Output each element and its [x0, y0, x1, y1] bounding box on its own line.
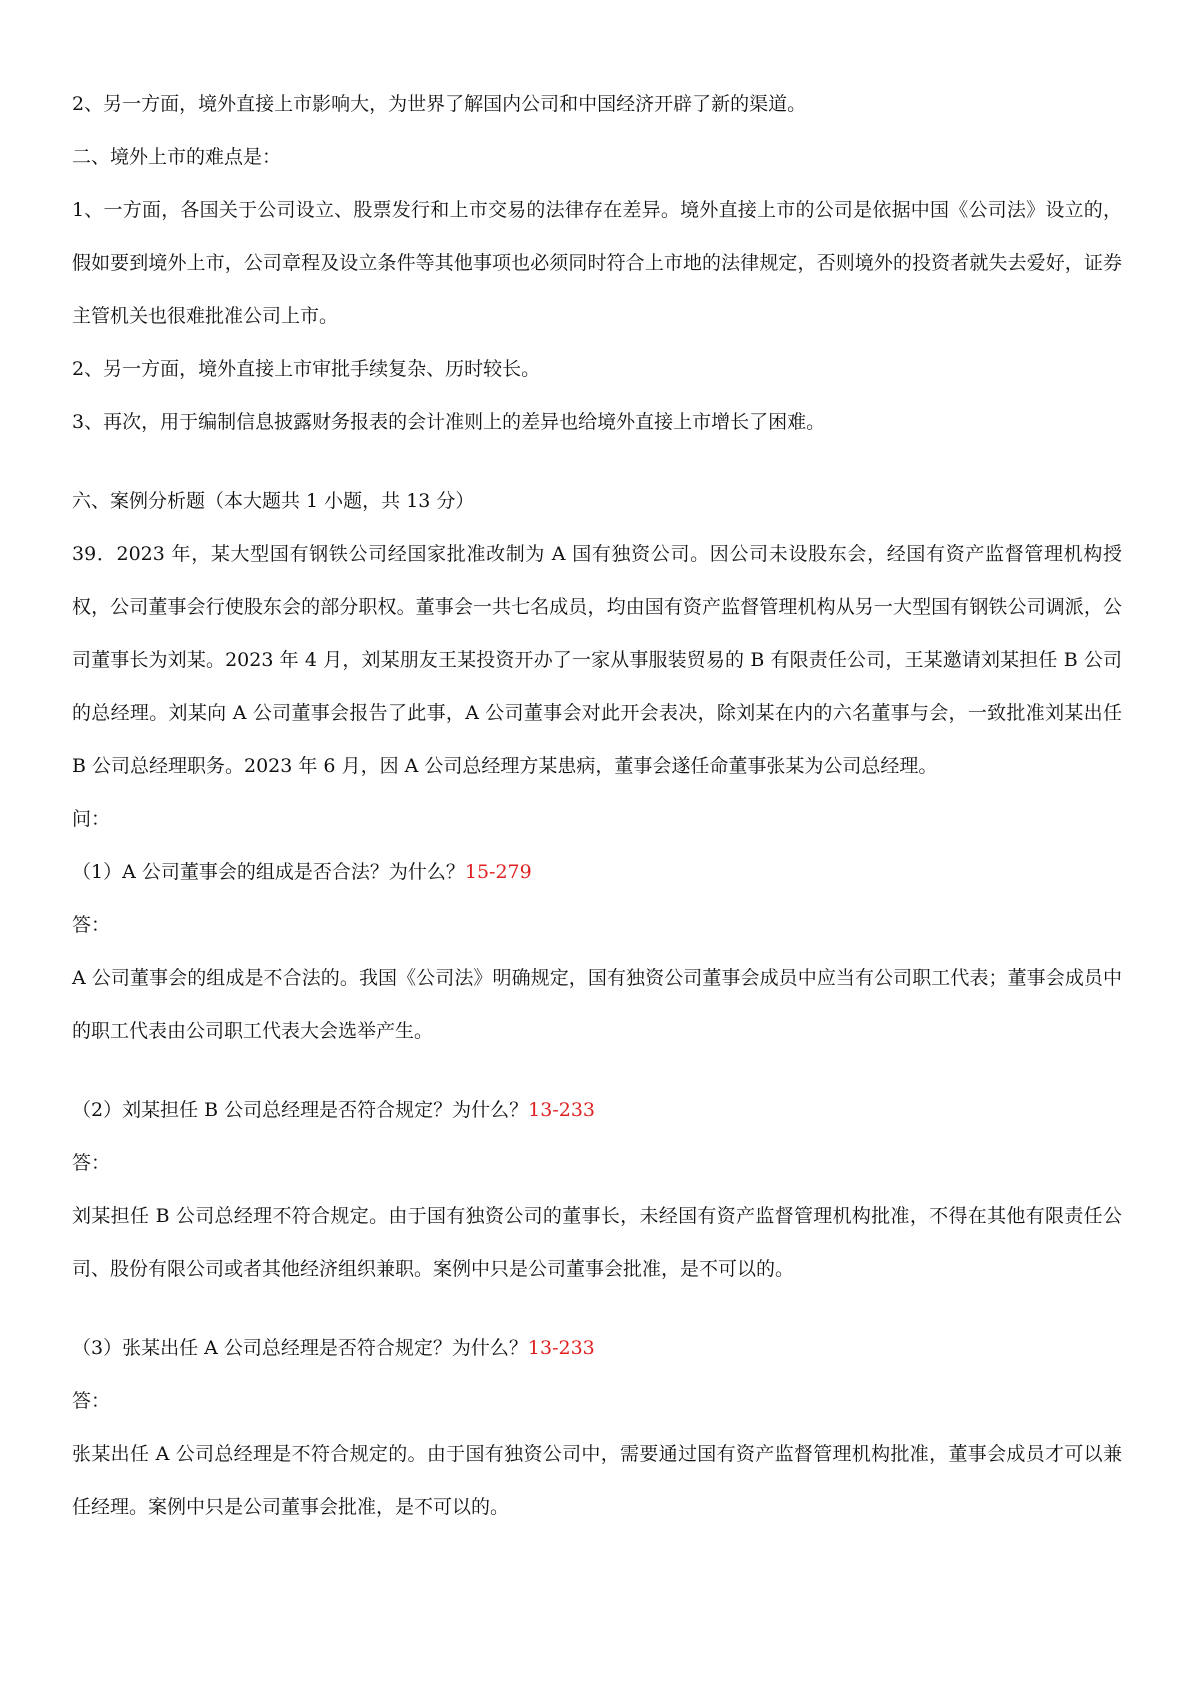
question-1-ref: 15-279: [464, 861, 532, 883]
answer-1: A 公司董事会的组成是不合法的。我国《公司法》明确规定，国有独资公司董事会成员中应当有公司职工代表；董事会成员中的职工代表由公司职工代表大会选举产生。: [72, 967, 1122, 1042]
question-3: [72, 1322, 1122, 1375]
question-3-text: （3）张某出任 A 公司总经理是否符合规定？为什么？: [72, 1337, 528, 1359]
spacer: [72, 1296, 1122, 1322]
answer-3-label: 答：: [72, 1390, 111, 1412]
paragraph-difficulty-1: 1、一方面，各国关于公司设立、股票发行和上市交易的法律存在差异。境外直接上市的公司是依据中国《公司法》设立的，假如要到境外上市，公司章程及设立条件等其他事项也必须同时符合上市地的法律规定，否则境外的投资者就失去爱好，证券主管机关也很难批准公司上市。: [72, 199, 1122, 327]
question-2-ref: 13-233: [528, 1099, 596, 1121]
question-3-ref: 13-233: [527, 1337, 595, 1359]
paragraph-difficulty-2: 2、另一方面，境外直接上市审批手续复杂、历时较长。: [72, 358, 541, 380]
section-title: 六、案例分析题（本大题共 1 小题，共 13 分）: [72, 490, 475, 512]
case-text: 39．2023 年，某大型国有钢铁公司经国家批准改制为 A 国有独资公司。因公司未设股东会，经国有资产监督管理机构授权，公司董事会行使股东会的部分职权。董事会一共七名成员，均由国有资产监督管理机构从另一大型国有钢铁公司调派，公司董事长为刘某。2023 年 4 月，刘某朋友王某投资开办了一家从事服装贸易的 B 有限责任公司，王某邀请刘某担任 B 公司的总经理。刘某向 A 公司董事会报告了此事，A 公司董事会对此开会表决，除刘某在内的六名董事与会，一致批准刘某出任 B 公司总经理职务。2023 年 6 月，因 A 公司总经理方某患病，董事会遂任命董事张某为公司总经理。: [72, 543, 1122, 777]
answer-3: 张某出任 A 公司总经理是不符合规定的。由于国有独资公司中，需要通过国有资产监督管理机构批准，董事会成员才可以兼任经理。案例中只是公司董事会批准，是不可以的。: [72, 1443, 1122, 1518]
answer-1-label: 答：: [72, 914, 111, 936]
answer-2-label: 答：: [72, 1152, 111, 1174]
question-2: [72, 1084, 1122, 1137]
question-2-text: （2）刘某担任 B 公司总经理是否符合规定？为什么？: [72, 1099, 529, 1121]
paragraph-listing-advantage-2: 2、另一方面，境外直接上市影响大，为世界了解国内公司和中国经济开辟了新的渠道。: [72, 93, 807, 115]
spacer: [72, 449, 1122, 475]
paragraph-difficulty-3: 3、再次，用于编制信息披露财务报表的会计准则上的差异也给境外直接上市增长了困难。: [72, 411, 826, 433]
spacer: [72, 1058, 1122, 1084]
answer-2: 刘某担任 B 公司总经理不符合规定。由于国有独资公司的董事长，未经国有资产监督管理机构批准，不得在其他有限责任公司、股份有限公司或者其他经济组织兼职。案例中只是公司董事会批准，是不可以的。: [72, 1205, 1122, 1280]
heading-listing-difficulties: 二、境外上市的难点是：: [72, 146, 282, 168]
question-1: [72, 846, 1122, 899]
ask-label: 问：: [72, 808, 111, 830]
document-page: [72, 78, 1122, 1534]
question-1-text: （1）A 公司董事会的组成是否合法？为什么？: [72, 861, 465, 883]
